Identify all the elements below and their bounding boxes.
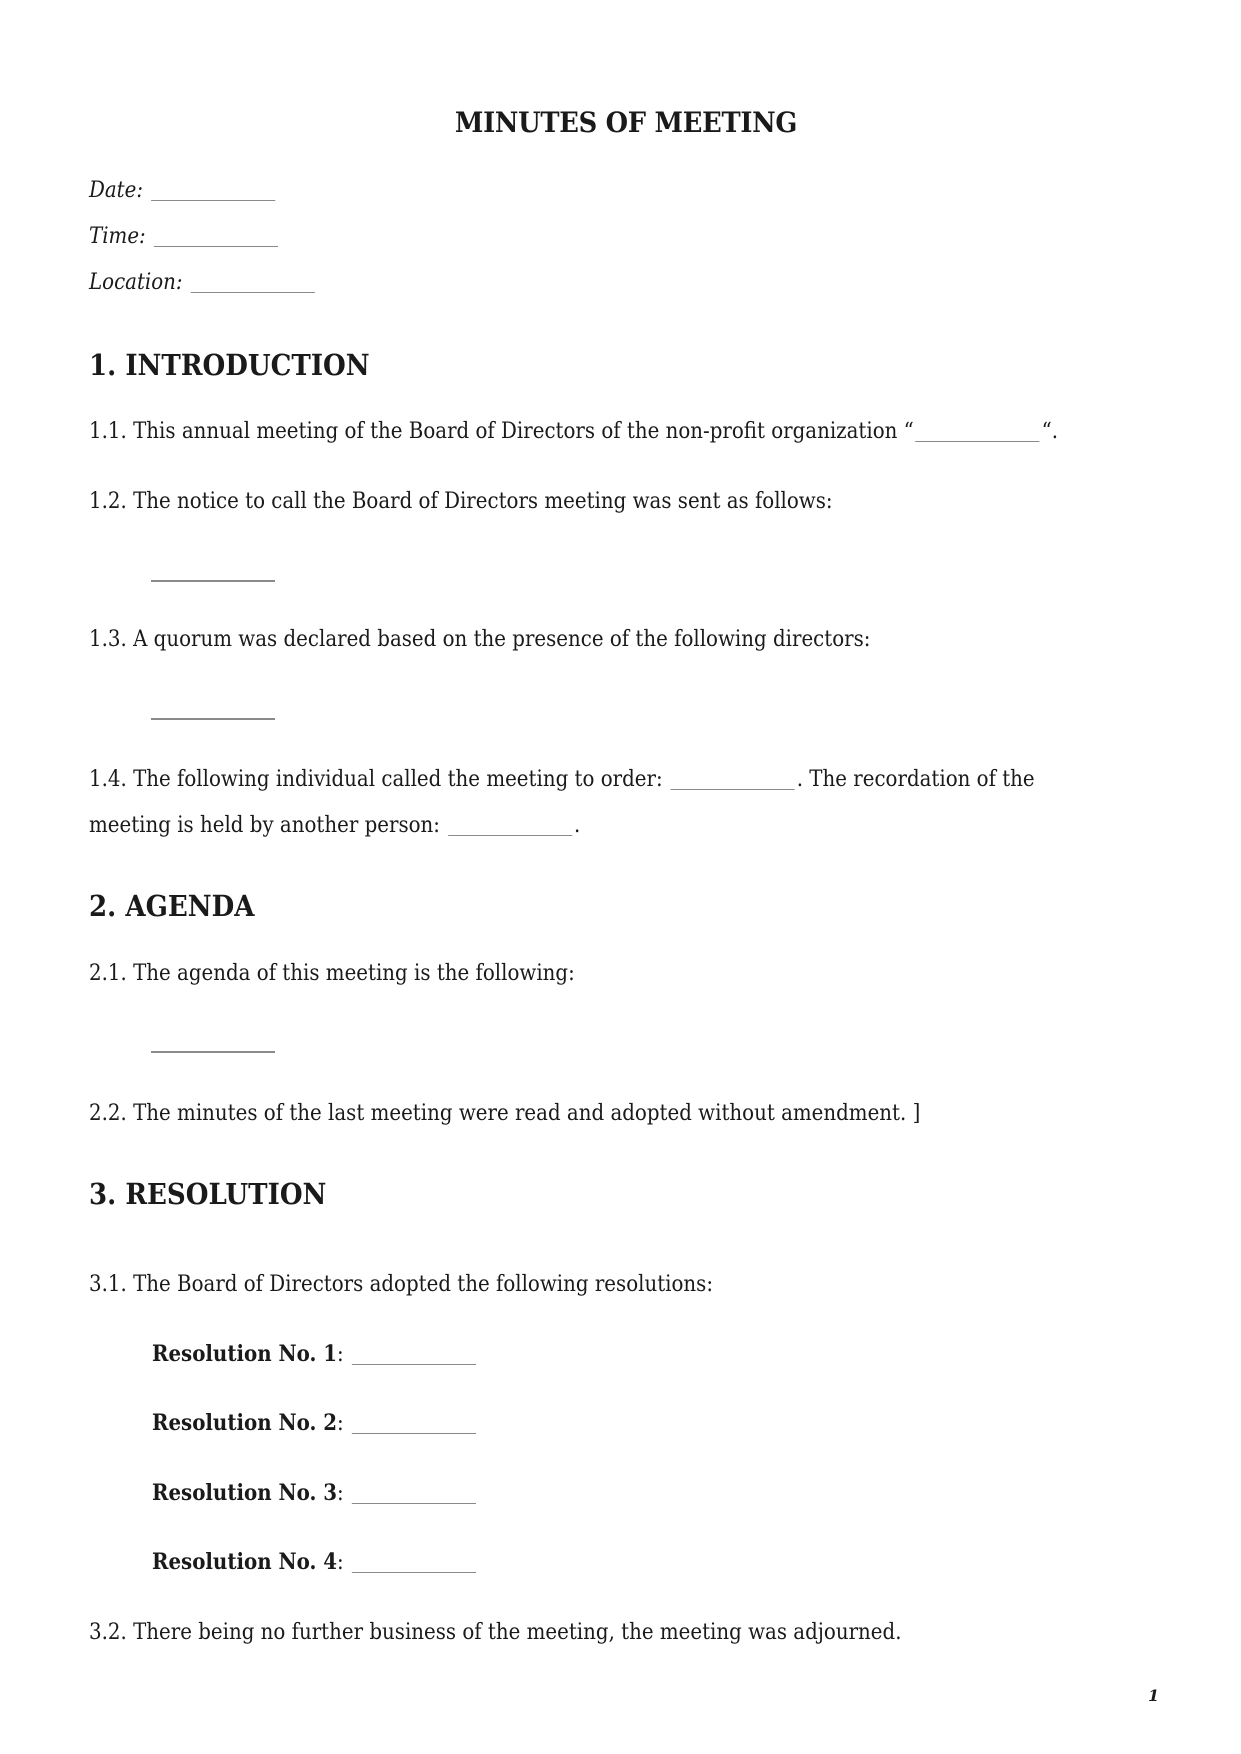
resolution-4-blank[interactable]: [352, 1571, 476, 1573]
date-label: Date: [89, 178, 137, 203]
document-title: MINUTES OF MEETING: [454, 106, 798, 139]
paragraph-1-3: 1.3. A quorum was declared based on the presence of the following directors:: [89, 627, 871, 652]
location-label: Location: [89, 270, 176, 295]
time-blank[interactable]: [154, 245, 278, 247]
paragraph-1-4: 1.4. The following individual called the meeting to order: . The recordation of the: [89, 767, 1035, 792]
page-number: 1: [1148, 1686, 1160, 1705]
called-to-order-blank[interactable]: [671, 788, 795, 790]
organization-name-blank[interactable]: [916, 440, 1040, 442]
resolution-4: Resolution No. 4:: [152, 1549, 478, 1575]
resolution-1-blank[interactable]: [352, 1363, 476, 1365]
resolution-1: Resolution No. 1:: [152, 1341, 478, 1367]
date-blank[interactable]: [151, 199, 275, 201]
paragraph-3-2: 3.2. There being no further business of the meeting, the meeting was adjourned.: [89, 1620, 902, 1645]
section-heading-resolution: 3. RESOLUTION: [89, 1177, 327, 1211]
paragraph-1-4-line-2: meeting is held by another person: .: [89, 813, 581, 838]
location-field: Location:: [89, 270, 317, 295]
location-blank[interactable]: [191, 291, 315, 293]
section-heading-agenda: 2. AGENDA: [89, 889, 255, 923]
date-field: Date:: [89, 178, 277, 203]
directors-blank[interactable]: [151, 718, 275, 720]
resolution-3: Resolution No. 3:: [152, 1480, 478, 1506]
paragraph-1-1: 1.1. This annual meeting of the Board of Directors of the non-profit organization “ “.: [89, 419, 1059, 444]
resolution-3-blank[interactable]: [352, 1502, 476, 1504]
time-field: Time:: [89, 224, 280, 249]
recorder-blank[interactable]: [448, 834, 572, 836]
paragraph-1-2: 1.2. The notice to call the Board of Directors meeting was sent as follows:: [89, 489, 833, 514]
resolution-2: Resolution No. 2:: [152, 1410, 478, 1436]
time-label: Time: [89, 224, 140, 249]
agenda-blank[interactable]: [151, 1051, 275, 1053]
section-heading-introduction: 1. INTRODUCTION: [89, 348, 370, 382]
paragraph-3-1: 3.1. The Board of Directors adopted the following resolutions:: [89, 1272, 713, 1297]
resolution-2-blank[interactable]: [352, 1432, 476, 1434]
paragraph-2-2: 2.2. The minutes of the last meeting were read and adopted without amendment. ]: [89, 1101, 921, 1126]
paragraph-2-1: 2.1. The agenda of this meeting is the following:: [89, 961, 575, 986]
notice-blank[interactable]: [151, 580, 275, 582]
